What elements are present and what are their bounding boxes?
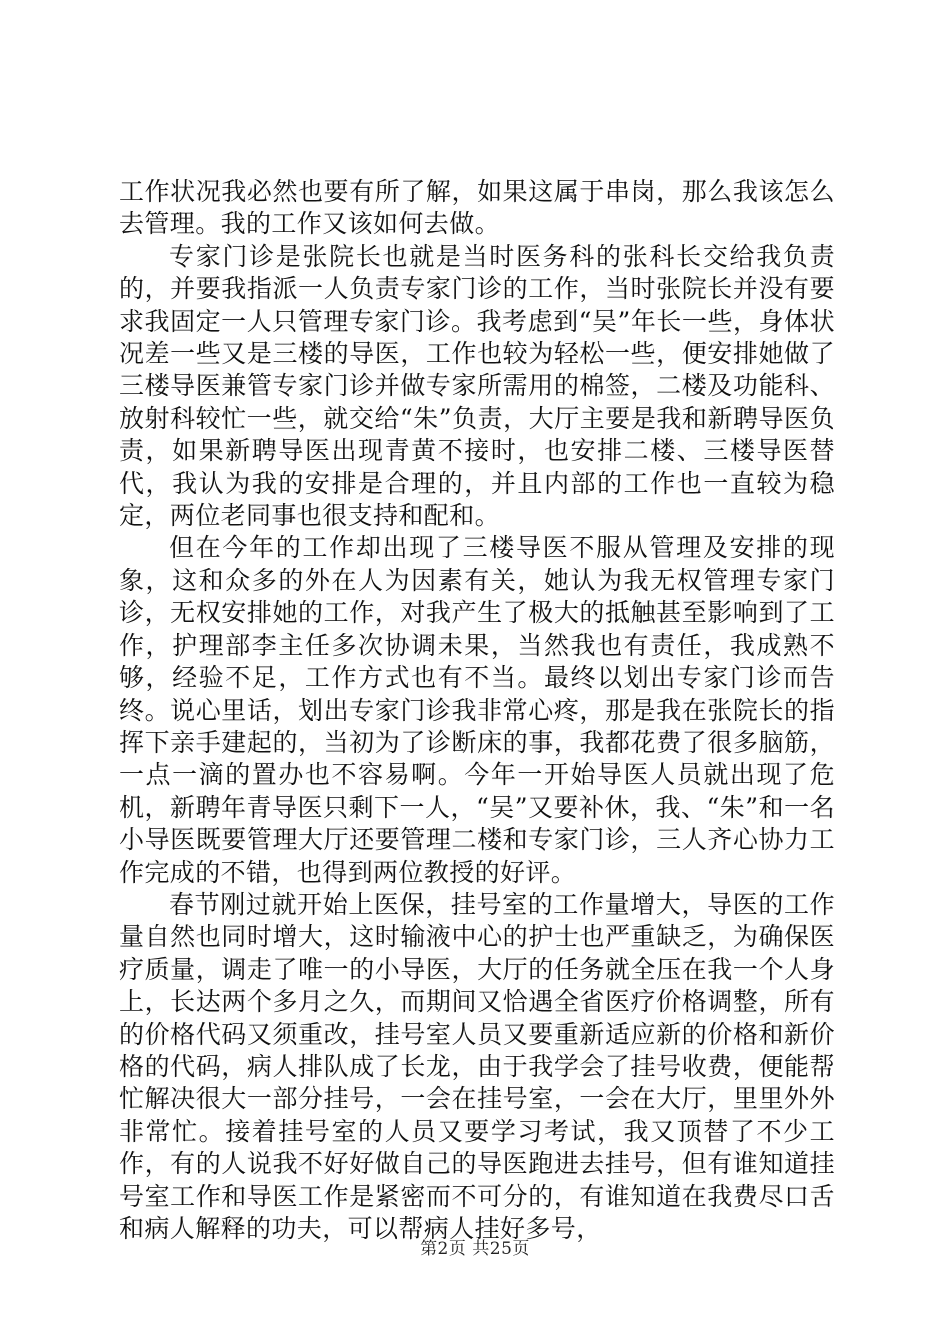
paragraph-3: 但在今年的工作却出现了三楼导医不服从管理及安排的现象，这和众多的外在人为因素有关，她认为我无权管理专家门诊，无权安排她的工作，对我产生了极大的抵触甚至影响到了工作，护理部李主任多次协调未果，当然我也有责任，我成熟不够，经验不足，工作方式也有不当。最终以划出专家门诊而告终。说心里话，划出专家门诊我非常心疼，那是我在张院长的指挥下亲手建起的，当初为了诊断床的事，我都花费了很多脑筋，一点一滴的置办也不容易啊。今年一开始导医人员就出现了危机，新聘年青导医只剩下一人，“吴”又要补休，我、“朱”和一名小导医既要管理大厅还要管理二楼和专家门诊，三人齐心协力工作完成的不错，也得到两位教授的好评。 — [119, 533, 835, 887]
paragraph-4: 春节刚过就开始上医保，挂号室的工作量增大，导医的工作量自然也同时增大，这时输液中心的护士也严重缺乏，为确保医疗质量，调走了唯一的小导医，大厅的任务就全压在我一个人身上，长达两个多月之久，而期间又恰遇全省医疗价格调整，所有的价格代码又须重改，挂号室人员又要重新适应新的价格和新价格的代码，病人排队成了长龙，由于我学会了挂号收费，便能帮忙解决很大一部分挂号，一会在挂号室，一会在大厅，里里外外非常忙。接着挂号室的人员又要学习考试，我又顶替了不少工作，有的人说我不好好做自己的导医跑进去挂号，但有谁知道挂号室工作和导医工作是紧密而不可分的，有谁知道在我费尽口舌和病人解释的功夫，可以帮病人挂好多号， — [119, 889, 835, 1243]
page-number-footer: 第2页 共25页 — [420, 1239, 530, 1259]
paragraph-2: 专家门诊是张院长也就是当时医务科的张科长交给我负责的，并要我指派一人负责专家门诊的工作，当时张院长并没有要求我固定一人只管理专家门诊。我考虑到“吴”年长一些，身体状况差一些又是三楼的导医，工作也较为轻松一些，便安排她做了三楼导医兼管专家门诊并做专家所需用的棉签，二楼及功能科、放射科较忙一些，就交给“朱”负责，大厅主要是我和新聘导医负责，如果新聘导医出现青黄不接时，也安排二楼、三楼导医替代，我认为我的安排是合理的，并且内部的工作也一直较为稳定，两位老同事也很支持和配和。 — [119, 241, 835, 531]
paragraph-1: 工作状况我必然也要有所了解，如果这属于串岗，那么我该怎么去管理。我的工作又该如何去做。 — [119, 177, 835, 239]
document-body — [119, 176, 835, 1245]
